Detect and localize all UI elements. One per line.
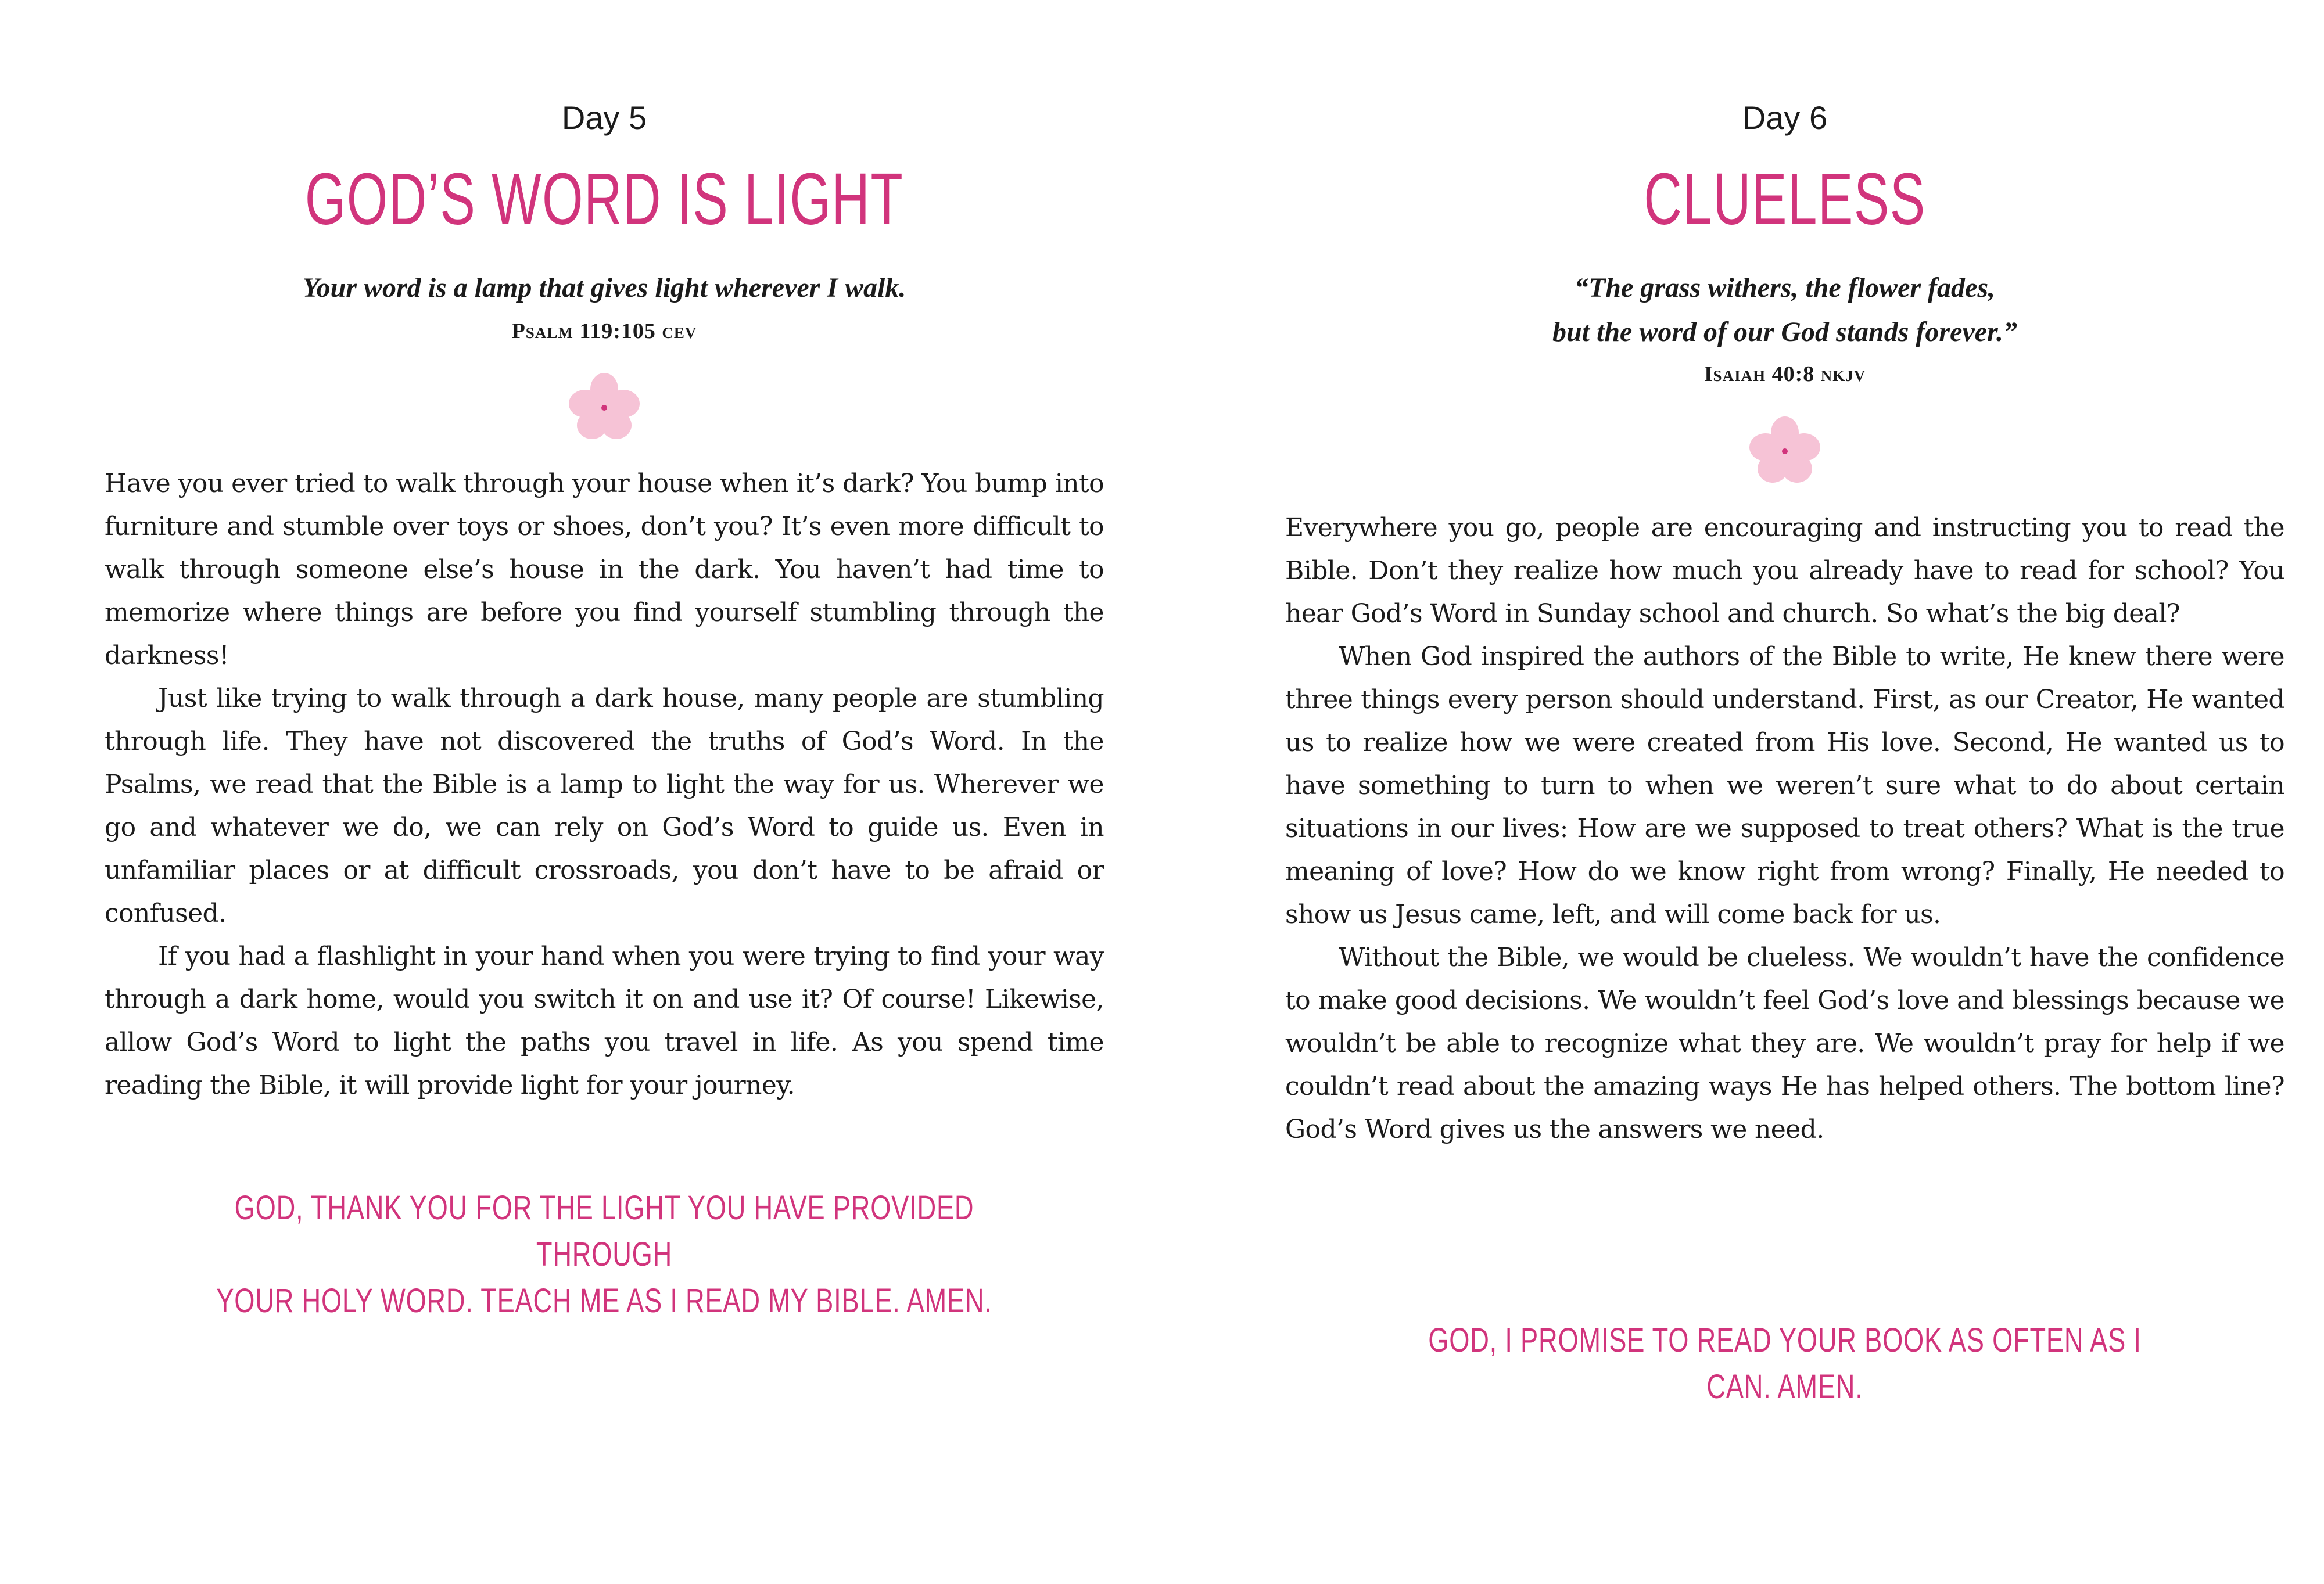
body-paragraph: Everywhere you go, people are encouraging and instructing you to read the Bible. Don’t they realize how much you already have to read for school? You hear God’s Word in Sunday school and church. So what’s the big deal?: [1285, 513, 2284, 628]
prayer-line: YOUR HOLY WORD. TEACH ME AS I READ MY BIBLE. AMEN.: [216, 1282, 992, 1320]
devotion-body: [1285, 507, 2284, 1151]
scripture-reference: Isaiah 40:8 nkjv: [1703, 362, 1866, 386]
closing-prayer: [1395, 1317, 2175, 1410]
flower-icon: [566, 372, 642, 441]
flower-icon: [1747, 415, 1823, 485]
verse-line: but the word of our God stands forever.”: [1552, 317, 2018, 347]
devotion-title: GOD’S WORD IS LIGHT: [304, 158, 904, 240]
prayer-line: GOD, I PROMISE TO READ YOUR BOOK AS OFTEN AS I CAN. AMEN.: [1428, 1321, 2142, 1406]
body-paragraph: If you had a flashlight in your hand when you were trying to find your way through a dark home, would you switch it on and use it? Of course! Likewise, allow God’s Word to light the paths you travel in life. As you spend time reading the Bible, it will provide light for your journey.: [105, 942, 1104, 1100]
day-label: Day 5: [561, 99, 647, 136]
day-label: Day 6: [1742, 99, 1828, 136]
body-paragraph: Without the Bible, we would be clueless. We wouldn’t have the confidence to make good decisions. We wouldn’t feel God’s love and blessings because we wouldn’t be able to recognize what they are. We wouldn’t pray for help if we couldn’t read about the amazing ways He has helped others. The bottom line? God’s Word gives us the answers we need.: [1285, 943, 2284, 1144]
left-page: [105, 0, 1104, 1584]
body-paragraph: Have you ever tried to walk through your house when it’s dark? You bump into furniture and stumble over toys or shoes, don’t you? It’s even more difficult to walk through someone else’s house in the dark. You haven’t had time to memorize where things are before you find yourself stumbling through the darkness!: [105, 469, 1104, 670]
devotion-title: CLUELESS: [1644, 158, 1926, 240]
right-page: [1285, 0, 2284, 1584]
scripture-reference: Psalm 119:105 cev: [511, 319, 697, 343]
body-paragraph: When God inspired the authors of the Bible to write, He knew there were three things every person should understand. First, as our Creator, He wanted us to realize how we were created from His love. Second, He wanted us to have something to turn to when we weren’t sure what to do about certain situations in our lives: How are we supposed to treat others? What is the true meaning of love? How do we know right from wrong? Finally, He needed to show us Jesus came, left, and will come back for us.: [1285, 642, 2284, 929]
scripture-verse: [105, 266, 1104, 310]
body-paragraph: Just like trying to walk through a dark house, many people are stumbling through life. They have not discovered the truths of God’s Word. In the Psalms, we read that the Bible is a lamp to light the way for us. Wherever we go and whatever we do, we can rely on God’s Word to guide us. Even in unfamiliar places or at difficult crossroads, you don’t have to be afraid or confused.: [105, 684, 1104, 928]
prayer-line: GOD, THANK YOU FOR THE LIGHT YOU HAVE PROVIDED THROUGH: [234, 1189, 974, 1273]
verse-line: Your word is a lamp that gives light wherever I walk.: [302, 272, 906, 303]
closing-prayer: [214, 1185, 994, 1324]
devotion-body: [105, 462, 1104, 1107]
scripture-verse: [1285, 266, 2284, 354]
verse-line: “The grass withers, the flower fades,: [1574, 272, 1996, 303]
